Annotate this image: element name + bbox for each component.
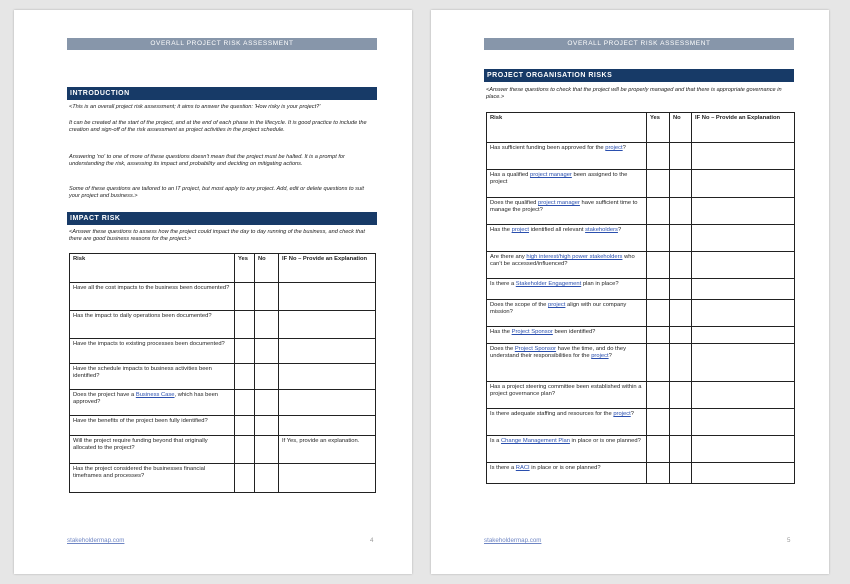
risk-question-text: Does the bbox=[490, 346, 515, 352]
intro-paragraph: <This is an overall project risk assessment; it aims to answer the question: 'How risky is your project?' bbox=[69, 104, 321, 110]
table-row bbox=[487, 300, 795, 327]
no-cell[interactable] bbox=[255, 416, 279, 436]
explanation-cell[interactable] bbox=[692, 327, 795, 344]
table-row bbox=[70, 283, 376, 311]
explanation-cell[interactable] bbox=[692, 463, 795, 484]
risk-question-link[interactable]: project bbox=[591, 353, 609, 360]
risk-question-text: have the time, and do they understand their responsibilities for the bbox=[490, 346, 626, 360]
no-cell[interactable] bbox=[255, 390, 279, 416]
impact-intro: <Answer these questions to assess how the project could impact the day to day running of the business, and check that there are good business reasons for the project.> bbox=[69, 229, 365, 243]
yes-cell[interactable] bbox=[235, 283, 255, 311]
table-row bbox=[70, 416, 376, 436]
risk-question-text: Have the impacts to existing processes been documented? bbox=[73, 341, 225, 347]
risk-question-cell bbox=[487, 463, 647, 484]
intro-paragraph: Some of these questions are tailored to an IT project, but most apply to any project. Add, edit or delete questions to suit your project and business.> bbox=[69, 186, 364, 200]
no-cell[interactable] bbox=[255, 464, 279, 493]
table-row bbox=[70, 436, 376, 464]
no-cell[interactable] bbox=[255, 364, 279, 390]
page-number: 5 bbox=[787, 537, 791, 544]
explanation-cell[interactable] bbox=[279, 416, 376, 436]
risk-question-text: Has the impact to daily operations been documented? bbox=[73, 313, 212, 319]
risk-question-link[interactable]: Project Sponsor bbox=[514, 346, 557, 352]
table-row bbox=[487, 143, 795, 170]
risk-question-text: Have the schedule impacts to business activities been identified? bbox=[73, 366, 212, 380]
risk-question-text: ? bbox=[630, 411, 634, 417]
page-number: 4 bbox=[370, 537, 374, 544]
risk-question-text: have sufficient time to manage the project? bbox=[490, 200, 638, 214]
table-row bbox=[487, 225, 795, 252]
risk-question-link[interactable]: Business Case bbox=[135, 392, 175, 398]
yes-cell[interactable] bbox=[647, 170, 670, 198]
table-row bbox=[487, 463, 795, 484]
no-cell[interactable] bbox=[255, 339, 279, 364]
yes-column-header: Yes bbox=[235, 254, 255, 283]
risk-question-cell bbox=[70, 311, 235, 339]
risk-question-link[interactable]: Project Sponsor bbox=[511, 329, 553, 335]
yes-cell[interactable] bbox=[647, 382, 670, 409]
no-cell[interactable] bbox=[670, 143, 692, 170]
risk-question-link[interactable]: high interest/high power stakeholders bbox=[526, 254, 623, 260]
risk-question-text: Does the qualified bbox=[490, 200, 539, 206]
explanation-column-header: IF No – Provide an Explanation bbox=[279, 254, 376, 283]
risk-question-text: Is there adequate staffing and resources for the bbox=[490, 411, 614, 417]
yes-cell[interactable] bbox=[235, 390, 255, 416]
project-organisation-risks-heading: PROJECT ORGANISATION RISKS bbox=[484, 69, 794, 82]
risk-question-cell bbox=[70, 436, 235, 464]
table-row bbox=[70, 364, 376, 390]
yes-cell[interactable] bbox=[235, 364, 255, 390]
yes-cell[interactable] bbox=[235, 464, 255, 493]
risk-question-text: Has sufficient funding been approved for the bbox=[490, 145, 606, 151]
no-cell[interactable] bbox=[670, 252, 692, 279]
yes-cell[interactable] bbox=[235, 311, 255, 339]
table-row bbox=[487, 198, 795, 225]
no-cell[interactable] bbox=[255, 311, 279, 339]
no-cell[interactable] bbox=[670, 436, 692, 463]
table-header-row bbox=[487, 113, 795, 143]
yes-column-header: Yes bbox=[647, 113, 670, 143]
impact-risk-heading: IMPACT RISK bbox=[67, 212, 377, 225]
document-page-4 bbox=[14, 10, 412, 574]
risk-question-cell bbox=[487, 170, 647, 198]
risk-question-text: Will the project require funding beyond that originally allocated to the project? bbox=[73, 438, 208, 452]
explanation-cell[interactable] bbox=[692, 170, 795, 198]
explanation-cell[interactable] bbox=[692, 143, 795, 170]
risk-question-text: Does the project have a bbox=[73, 392, 136, 398]
risk-question-text: ? bbox=[622, 145, 626, 151]
no-cell[interactable] bbox=[255, 436, 279, 464]
table-row bbox=[487, 382, 795, 409]
explanation-cell[interactable] bbox=[692, 300, 795, 327]
risk-question-cell bbox=[487, 279, 647, 300]
risk-question-link[interactable]: stakeholders bbox=[585, 227, 618, 233]
risk-question-text: Have all the cost impacts to the business been documented? bbox=[73, 285, 230, 291]
table-row bbox=[70, 464, 376, 493]
intro-paragraph: Answering 'no' to one of more of these questions doesn't mean that the project must be halted. It is a prompt for understanding the risk, assessing its impact and probability and deciding on mitigating actions. bbox=[69, 154, 345, 168]
intro-paragraph: It can be created at the start of the project, and at the end of each phase in the lifecycle. It is good practice to include the creation and sign-off of the risk assessment as project activities in the project schedule. bbox=[69, 120, 367, 134]
table-row bbox=[487, 279, 795, 300]
risk-question-cell bbox=[70, 364, 235, 390]
risk-question-cell bbox=[487, 198, 647, 225]
yes-cell[interactable] bbox=[647, 300, 670, 327]
risk-question-text: identified all relevant bbox=[529, 227, 586, 233]
table-header-row bbox=[70, 254, 376, 283]
no-cell[interactable] bbox=[670, 382, 692, 409]
no-column-header: No bbox=[255, 254, 279, 283]
no-cell[interactable] bbox=[670, 198, 692, 225]
risk-question-text: Is a bbox=[490, 438, 501, 444]
risk-question-text: been assigned to the project bbox=[490, 172, 628, 186]
table-row bbox=[487, 170, 795, 198]
risk-question-link[interactable]: RACI bbox=[515, 465, 530, 471]
risk-question-text: , which has been approved? bbox=[73, 392, 219, 406]
risk-question-text: Does the scope of the bbox=[490, 302, 549, 308]
no-cell[interactable] bbox=[670, 170, 692, 198]
risk-question-link[interactable]: Change Management Plan bbox=[500, 438, 570, 444]
yes-cell[interactable] bbox=[235, 416, 255, 436]
risk-question-text: ? bbox=[608, 353, 612, 360]
risk-question-link[interactable]: project bbox=[613, 411, 631, 417]
yes-cell[interactable] bbox=[647, 463, 670, 484]
explanation-cell[interactable] bbox=[692, 279, 795, 300]
explanation-text: If Yes, provide an explanation. bbox=[282, 438, 360, 444]
risk-column-header: Risk bbox=[70, 254, 235, 283]
explanation-cell[interactable] bbox=[279, 364, 376, 390]
no-cell[interactable] bbox=[670, 409, 692, 436]
section-intro: <Answer these questions to check that the project will be properly managed and that there is appropriate governance in place.> bbox=[486, 87, 782, 101]
risk-question-text: Has a qualified bbox=[490, 172, 530, 178]
explanation-cell[interactable] bbox=[692, 252, 795, 279]
impact-risk-table bbox=[69, 253, 376, 493]
risk-question-cell bbox=[70, 339, 235, 364]
risk-question-text: Has the bbox=[490, 329, 512, 335]
risk-question-text: Has the project considered the businesses financial timeframes and processes? bbox=[73, 466, 206, 480]
risk-question-link[interactable]: project bbox=[511, 227, 529, 233]
risk-question-cell bbox=[487, 225, 647, 252]
introduction-heading: INTRODUCTION bbox=[67, 87, 377, 100]
risk-question-text: in place or is one planned? bbox=[569, 438, 641, 444]
risk-question-cell bbox=[70, 390, 235, 416]
no-cell[interactable] bbox=[670, 279, 692, 300]
risk-question-link[interactable]: project bbox=[548, 302, 566, 308]
organisation-risk-table bbox=[486, 112, 795, 484]
explanation-cell[interactable] bbox=[692, 382, 795, 409]
risk-question-cell bbox=[487, 327, 647, 344]
footer-link[interactable]: stakeholdermap.com bbox=[484, 537, 542, 544]
risk-question-text: Is there a bbox=[490, 465, 516, 471]
risk-question-cell bbox=[487, 382, 647, 409]
explanation-cell[interactable] bbox=[279, 390, 376, 416]
yes-cell[interactable] bbox=[647, 327, 670, 344]
yes-cell[interactable] bbox=[647, 436, 670, 463]
no-cell[interactable] bbox=[255, 283, 279, 311]
yes-cell[interactable] bbox=[235, 436, 255, 464]
explanation-cell[interactable] bbox=[692, 198, 795, 225]
yes-cell[interactable] bbox=[235, 339, 255, 364]
table-row bbox=[487, 327, 795, 344]
table-row bbox=[487, 344, 795, 382]
risk-question-link[interactable]: project bbox=[605, 145, 623, 151]
risk-question-cell bbox=[487, 143, 647, 170]
footer-link[interactable]: stakeholdermap.com bbox=[67, 537, 125, 544]
risk-question-text: Have the benefits of the project been fully identified? bbox=[73, 418, 208, 424]
explanation-column-header: IF No – Provide an Explanation bbox=[692, 113, 795, 143]
risk-column-header: Risk bbox=[487, 113, 647, 143]
yes-cell[interactable] bbox=[647, 252, 670, 279]
risk-question-text: Has a project steering committee been established within a project governance plan? bbox=[490, 384, 642, 398]
risk-question-text: plan in place? bbox=[581, 281, 619, 287]
table-row bbox=[70, 339, 376, 364]
explanation-cell[interactable] bbox=[279, 464, 376, 493]
risk-question-cell bbox=[487, 300, 647, 327]
no-cell[interactable] bbox=[670, 300, 692, 327]
yes-cell[interactable] bbox=[647, 409, 670, 436]
explanation-cell[interactable] bbox=[279, 436, 376, 464]
risk-question-link[interactable]: project manager bbox=[529, 172, 572, 178]
no-column-header: No bbox=[670, 113, 692, 143]
risk-question-cell bbox=[487, 252, 647, 279]
risk-question-text: been identified? bbox=[552, 329, 596, 335]
yes-cell[interactable] bbox=[647, 225, 670, 252]
risk-question-cell bbox=[70, 464, 235, 493]
no-cell[interactable] bbox=[670, 327, 692, 344]
table-row bbox=[487, 436, 795, 463]
risk-question-cell bbox=[487, 344, 647, 382]
table-row bbox=[487, 252, 795, 279]
document-page-5 bbox=[431, 10, 829, 574]
risk-question-link[interactable]: Stakeholder Engagement bbox=[515, 281, 582, 287]
no-cell[interactable] bbox=[670, 463, 692, 484]
explanation-cell[interactable] bbox=[692, 225, 795, 252]
risk-question-cell bbox=[70, 416, 235, 436]
explanation-cell[interactable] bbox=[692, 436, 795, 463]
no-cell[interactable] bbox=[670, 344, 692, 382]
risk-question-text: who can't be accessed/influenced? bbox=[490, 254, 635, 268]
risk-question-text: Is there a bbox=[490, 281, 516, 287]
explanation-cell[interactable] bbox=[692, 344, 795, 382]
table-row bbox=[487, 409, 795, 436]
risk-question-text: ? bbox=[617, 227, 622, 233]
explanation-cell[interactable] bbox=[279, 283, 376, 311]
table-row bbox=[70, 390, 376, 416]
explanation-cell[interactable] bbox=[692, 409, 795, 436]
yes-cell[interactable] bbox=[647, 198, 670, 225]
risk-question-text: align with our company mission? bbox=[490, 302, 627, 316]
yes-cell[interactable] bbox=[647, 143, 670, 170]
yes-cell[interactable] bbox=[647, 279, 670, 300]
risk-question-text: in place or is one planned? bbox=[529, 465, 601, 471]
risk-question-cell bbox=[487, 436, 647, 463]
yes-cell[interactable] bbox=[647, 344, 670, 382]
explanation-cell[interactable] bbox=[279, 339, 376, 364]
page-header-title: OVERALL PROJECT RISK ASSESSMENT bbox=[484, 38, 794, 50]
risk-question-link[interactable]: project manager bbox=[538, 200, 580, 206]
table-row bbox=[70, 311, 376, 339]
explanation-cell[interactable] bbox=[279, 311, 376, 339]
page-header-title: OVERALL PROJECT RISK ASSESSMENT bbox=[67, 38, 377, 50]
risk-question-cell bbox=[487, 409, 647, 436]
no-cell[interactable] bbox=[670, 225, 692, 252]
risk-question-cell bbox=[70, 283, 235, 311]
risk-question-text: Has the bbox=[490, 227, 512, 233]
risk-question-text: Are there any bbox=[490, 254, 527, 260]
